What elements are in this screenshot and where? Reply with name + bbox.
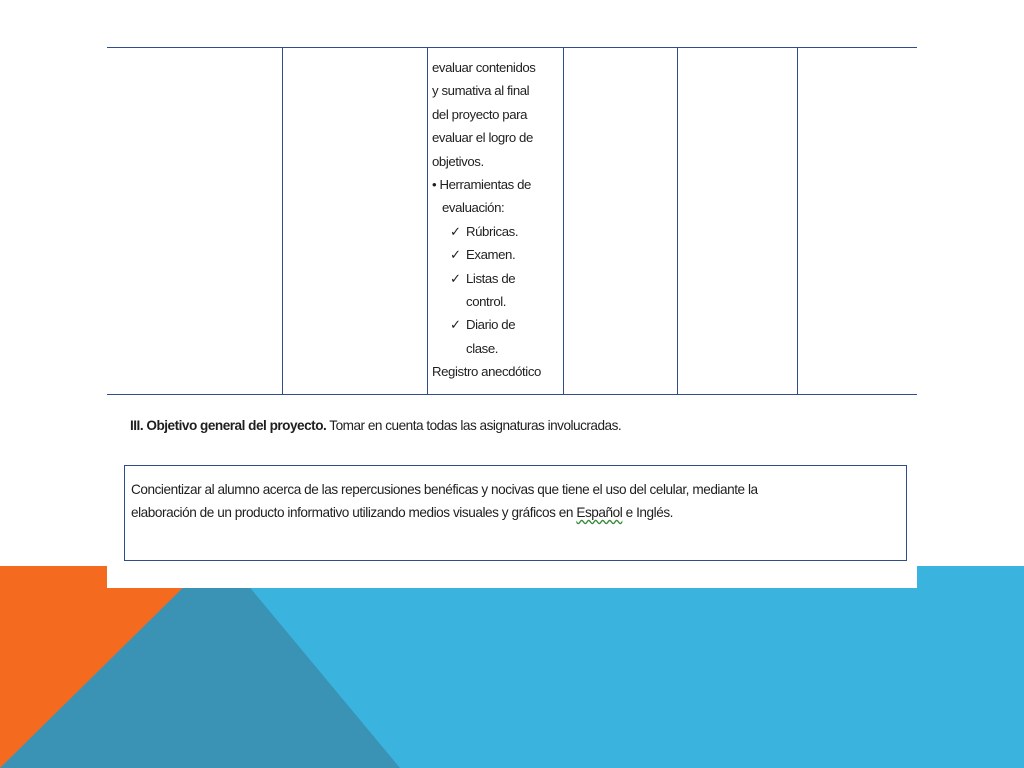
cell-last-line: Registro anecdótico <box>432 364 541 380</box>
cell-line: del proyecto para <box>432 106 528 122</box>
objective-box <box>124 465 907 561</box>
check-mark-icon: ✓ <box>450 270 461 286</box>
section-heading-note: Tomar en cuenta todas las asignaturas involucradas. <box>326 418 622 433</box>
table-column-3 <box>428 48 564 394</box>
check-item-label: Listas de <box>466 270 516 286</box>
check-mark-icon: ✓ <box>450 247 461 263</box>
check-item-label: Diario de <box>466 317 516 333</box>
section-heading <box>130 418 621 433</box>
tools-bullet: • Herramientas de <box>432 176 531 192</box>
check-item-label: Examen. <box>466 247 516 263</box>
cell-line: y sumativa al final <box>432 83 530 99</box>
check-item-diario-cont: clase. <box>466 340 499 356</box>
evaluation-table <box>107 47 917 395</box>
tools-bullet-cont: evaluación: <box>442 200 505 216</box>
table-column-6 <box>798 48 917 394</box>
objective-line-1: Concientizar al alumno acerca de las repercusiones benéficas y nocivas que tiene el uso del celular, mediante la <box>131 482 758 497</box>
cell-line: evaluar el logro de <box>432 130 533 146</box>
check-item-diario <box>432 313 566 336</box>
cell-line: evaluar contenidos <box>432 60 536 75</box>
evaluation-cell-text <box>432 56 566 383</box>
objective-text <box>131 478 901 524</box>
objective-line-2-pre: elaboración de un producto informativo utilizando medios visuales y gráficos en <box>131 505 577 520</box>
check-item-examen <box>432 243 566 266</box>
table-column-5 <box>678 48 798 394</box>
check-item-listas-cont: control. <box>466 293 507 309</box>
check-item-listas <box>432 267 566 290</box>
table-column-2 <box>283 48 428 394</box>
objective-line-2-post: e Inglés. <box>622 505 673 520</box>
check-item-rubricas <box>432 220 566 243</box>
spellcheck-word: Español <box>576 505 623 520</box>
objective-line-2 <box>131 501 901 524</box>
check-item-label: Rúbricas. <box>466 223 519 239</box>
check-mark-icon: ✓ <box>450 223 461 239</box>
section-heading-title: III. Objetivo general del proyecto. <box>130 418 327 433</box>
cell-line: objetivos. <box>432 153 484 169</box>
check-mark-icon: ✓ <box>450 317 461 333</box>
table-column-4 <box>564 48 678 394</box>
table-column-1 <box>107 48 283 394</box>
document-sheet <box>107 0 917 588</box>
